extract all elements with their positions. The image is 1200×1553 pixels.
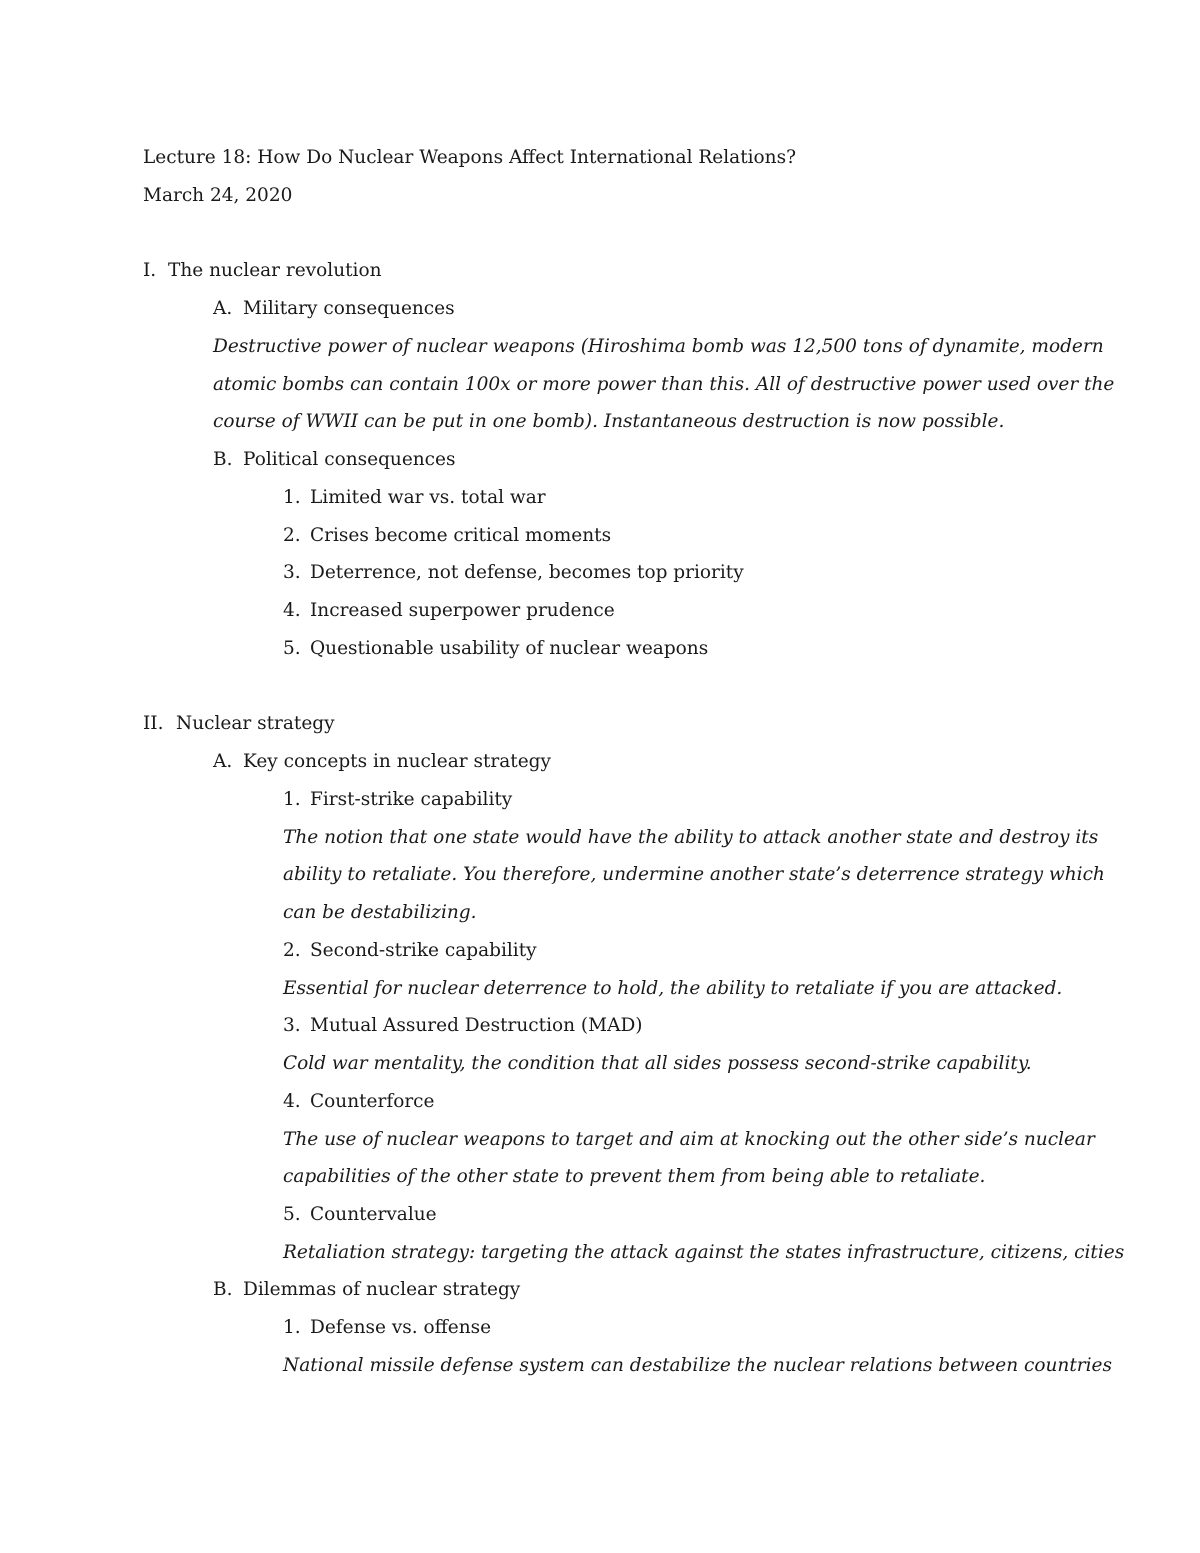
list-item bbox=[283, 524, 611, 548]
subsection-letter: A. bbox=[213, 298, 233, 319]
subsection-heading bbox=[213, 297, 455, 321]
list-item bbox=[283, 637, 708, 661]
section-title: The nuclear revolution bbox=[168, 260, 382, 281]
note-line: Essential for nuclear deterrence to hold, the ability to retaliate if you are attacked. bbox=[283, 978, 1063, 999]
list-item-text: Second-strike capability bbox=[310, 940, 537, 961]
list-item-text: Questionable usability of nuclear weapons bbox=[310, 638, 709, 659]
subsection-title: Military consequences bbox=[243, 298, 455, 319]
list-item-text: Counterforce bbox=[310, 1091, 435, 1112]
list-item-number: 3. bbox=[283, 562, 301, 583]
note-line: The use of nuclear weapons to target and aim at knocking out the other side’s nuclear bbox=[283, 1129, 1095, 1150]
subsection-letter: A. bbox=[213, 751, 233, 772]
lecture-date: March 24, 2020 bbox=[143, 185, 293, 206]
note-line: Cold war mentality, the condition that all sides possess second-strike capability. bbox=[283, 1053, 1032, 1074]
subsection-heading bbox=[213, 448, 456, 472]
note-line: Retaliation strategy: targeting the attack against the states infrastructure, citizens, cities bbox=[283, 1242, 1125, 1263]
list-item bbox=[283, 1203, 437, 1227]
list-item-number: 4. bbox=[283, 1091, 301, 1112]
list-item-number: 1. bbox=[283, 487, 301, 508]
subsection-title: Key concepts in nuclear strategy bbox=[243, 751, 551, 772]
list-item-text: Crises become critical moments bbox=[310, 525, 612, 546]
section-heading bbox=[143, 712, 335, 736]
list-item bbox=[283, 1090, 435, 1114]
list-item-number: 2. bbox=[283, 525, 301, 546]
section-numeral: II. bbox=[143, 713, 164, 734]
list-item-number: 3. bbox=[283, 1015, 301, 1036]
subsection-letter: B. bbox=[213, 449, 233, 470]
list-item-number: 5. bbox=[283, 638, 301, 659]
list-item bbox=[283, 1316, 491, 1340]
list-item-text: First-strike capability bbox=[310, 789, 513, 810]
subsection-title: Political consequences bbox=[243, 449, 456, 470]
list-item-text: Increased superpower prudence bbox=[310, 600, 615, 621]
list-item-number: 1. bbox=[283, 789, 301, 810]
section-heading bbox=[143, 259, 382, 283]
list-item-number: 5. bbox=[283, 1204, 301, 1225]
note-line: Destructive power of nuclear weapons (Hiroshima bomb was 12,500 tons of dynamite, modern bbox=[213, 336, 1104, 357]
list-item bbox=[283, 939, 537, 963]
list-item-text: Countervalue bbox=[310, 1204, 437, 1225]
list-item-number: 4. bbox=[283, 600, 301, 621]
subsection-heading bbox=[213, 750, 551, 774]
list-item-text: Deterrence, not defense, becomes top priority bbox=[310, 562, 744, 583]
note-line: can be destabilizing. bbox=[283, 902, 477, 923]
list-item bbox=[283, 788, 512, 812]
list-item-text: Defense vs. offense bbox=[310, 1317, 492, 1338]
subsection-letter: B. bbox=[213, 1279, 233, 1300]
list-item-text: Limited war vs. total war bbox=[310, 487, 546, 508]
note-line: atomic bombs can contain 100x or more power than this. All of destructive power used over the bbox=[213, 374, 1115, 395]
list-item-number: 2. bbox=[283, 940, 301, 961]
subsection-title: Dilemmas of nuclear strategy bbox=[243, 1279, 521, 1300]
list-item bbox=[283, 1014, 643, 1038]
section-title: Nuclear strategy bbox=[176, 713, 335, 734]
list-item-number: 1. bbox=[283, 1317, 301, 1338]
note-line: capabilities of the other state to prevent them from being able to retaliate. bbox=[283, 1166, 986, 1187]
list-item bbox=[283, 486, 546, 510]
note-line: The notion that one state would have the ability to attack another state and destroy its bbox=[283, 827, 1099, 848]
section-numeral: I. bbox=[143, 260, 157, 281]
note-line: National missile defense system can destabilize the nuclear relations between countries bbox=[283, 1355, 1112, 1376]
list-item bbox=[283, 599, 615, 623]
subsection-heading bbox=[213, 1278, 520, 1302]
note-line: ability to retaliate. You therefore, undermine another state’s deterrence strategy which bbox=[283, 864, 1105, 885]
list-item bbox=[283, 561, 744, 585]
lecture-title: Lecture 18: How Do Nuclear Weapons Affect International Relations? bbox=[143, 147, 797, 168]
note-line: course of WWII can be put in one bomb). Instantaneous destruction is now possible. bbox=[213, 411, 1005, 432]
list-item-text: Mutual Assured Destruction (MAD) bbox=[310, 1015, 643, 1036]
